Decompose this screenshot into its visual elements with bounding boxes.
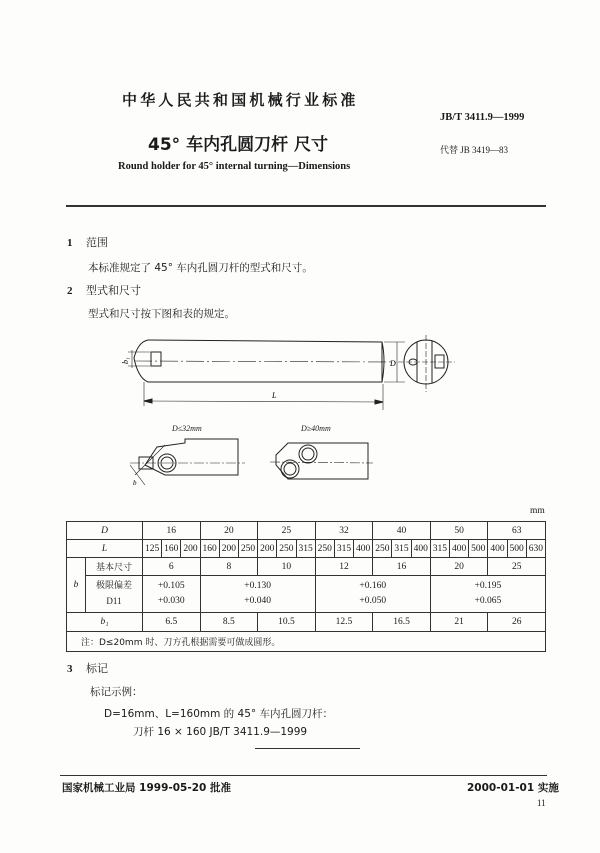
marking-example-code: 刀杆 16 × 160 JB/T 3411.9—1999 [133,726,308,738]
svg-text:b₁: b₁ [121,357,130,364]
header-divider [66,205,546,207]
section-3-heading: 3 标记 [67,662,108,675]
marking-example-label: 标记示例： [90,686,143,698]
approval-line: 国家机械工业局 1999-05-20 批准 [62,782,231,794]
svg-text:L: L [272,391,277,400]
issuing-body: 中华人民共和国机械行业标准 [122,91,359,109]
holder-drawing [120,330,470,415]
dimension-table [66,521,546,652]
table-row-b-tolerance: 极限偏差 D11 +0.105 +0.030 +0.130 +0.040 +0.160 +0.050 +0.195 +0.065 [67,576,546,613]
table-unit: mm [530,506,545,516]
english-title: Round holder for 45° internal turning—Dimensions [118,161,351,172]
svg-text:b: b [133,479,137,487]
table-note-row: 注：D≤20mm 时、刀方孔根据需要可做成圆形。 [67,632,546,652]
section-1-heading: 1 范围 [67,236,108,249]
document-title: 45° 车内孔圆刀杆 尺寸 [148,135,328,155]
standard-code: JB/T 3411.9—1999 [440,112,525,123]
detail-large-drawing [268,435,378,495]
svg-text:D: D [390,359,396,368]
section-2-text: 型式和尺寸按下图和表的规定。 [88,308,235,320]
table-row-b-basic: b 基本尺寸 6 8 10 12 16 20 25 [67,558,546,576]
table-row-D: D 16 20 25 32 40 50 63 [67,522,546,540]
variant-large-label: D≥40mm [301,424,331,433]
footer-divider [60,775,547,776]
marking-example-desc: D=16mm、L=160mm 的 45° 车内孔圆刀杆： [104,708,333,720]
table-row-L: L 125 160 200 160 200 250 200 250 315 250 315 400 250 315 400 315 400 500 400 500 630 [67,540,546,558]
replaces-note: 代替 JB 3419—83 [440,145,509,155]
effective-date: 2000-01-01 实施 [467,782,559,794]
section-1-text: 本标准规定了 45° 车内孔圆刀杆的型式和尺寸。 [88,262,313,274]
section-2-heading: 2 型式和尺寸 [67,284,141,297]
page-number: 11 [537,798,546,808]
table-row-b1: b₁ 6.5 8.5 10.5 12.5 16.5 21 26 [67,613,546,632]
variant-small-label: D≤32mm [172,424,202,433]
end-rule [255,748,360,749]
detail-small-drawing [125,435,250,495]
